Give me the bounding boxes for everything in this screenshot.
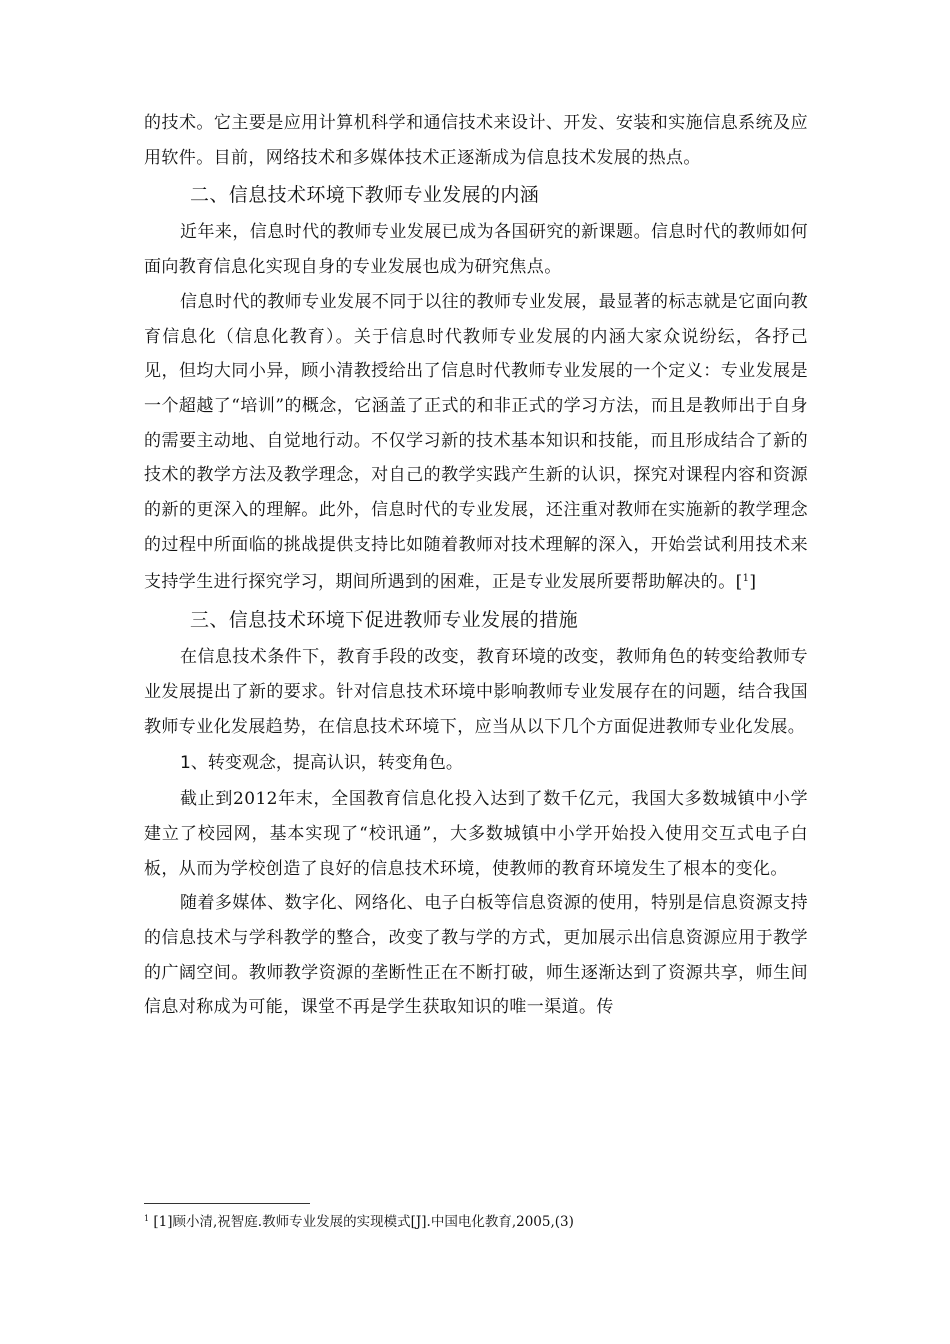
footnote-text: [1]顾小清,祝智庭.教师专业发展的实现模式[J].中国电化教育,2005,(3) xyxy=(153,1214,574,1230)
paragraph-subsection1-2: 随着多媒体、数字化、网络化、电子白板等信息资源的使用，特别是信息资源支持的信息技术与学科教学的整合，改变了教与学的方式，更加展示出信息资源应用于教学的广阔空间。教师教学资源的垄断性正在不断打破，师生逐渐达到了资源共享，师生间信息对称成为可能，课堂不再是学生获取知识的唯一渠道。传 xyxy=(144,893,808,1018)
paragraph-section3-1: 在信息技术条件下，教育手段的改变，教育环境的改变，教师角色的转变给教师专业发展提出了新的要求。针对信息技术环境中影响教师专业发展存在的问题，结合我国教师专业化发展趋势，在信息技术环境下，应当从以下几个方面促进教师专业化发展。 xyxy=(144,647,808,737)
section-heading-3: 三、信息技术环境下促进教师专业发展的措施 xyxy=(190,609,579,632)
section-heading-2: 二、信息技术环境下教师专业发展的内涵 xyxy=(190,184,540,207)
footnote-reference-close: ] xyxy=(749,572,757,593)
paragraph-intro-continuation: 的技术。它主要是应用计算机科学和通信技术来设计、开发、安装和实施信息系统及应用软件。目前，网络技术和多媒体技术正逐渐成为信息技术发展的热点。 xyxy=(144,113,808,168)
page-body xyxy=(144,106,808,1025)
paragraph-section2-1: 近年来，信息时代的教师专业发展已成为各国研究的新课题。信息时代的教师如何面向教育信息化实现自身的专业发展也成为研究焦点。 xyxy=(144,222,808,278)
footnote-separator xyxy=(144,1203,310,1204)
subsection-heading-1: 1、转变观念，提高认识，转变角色。 xyxy=(180,753,463,774)
footnote xyxy=(144,1209,808,1232)
paragraph-section2-2 xyxy=(144,285,808,600)
paragraph-section2-2-text: 信息时代的教师专业发展不同于以往的教师专业发展，最显著的标志就是它面向教育信息化（信息化教育）。关于信息时代教师专业发展的内涵大家众说纷纭，各抒己见，但均大同小异，顾小清教授给出了信息时代教师专业发展的一个定义：专业发展是一个超越了“培训”的概念，它涵盖了正式的和非正式的学习方法，而且是教师出于自身的需要主动地、自觉地行动。不仅学习新的技术基本知识和技能，而且形成结合了新的技术的教学方法及教学理念，对自己的教学实践产生新的认识，探究对课程内容和资源的新的更深入的理解。此外，信息时代的专业发展，还注重对教师在实施新的教学理念的过程中所面临的挑战提供支持比如随着教师对技术理解的深入，开始尝试利用技术来支持学生进行探究学习，期间所遇到的困难，正是专业发展所要帮助解决的。[ xyxy=(144,291,808,593)
footnote-reference-marker[interactable]: 1 xyxy=(742,573,750,585)
footnote-marker: 1 xyxy=(144,1214,150,1223)
paragraph-subsection1-1: 截止到2012年末，全国教育信息化投入达到了数千亿元，我国大多数城镇中小学建立了校园网，基本实现了“校讯通”，大多数城镇中小学开始投入使用交互式电子白板，从而为学校创造了良好的信息技术环境，使教师的教育环境发生了根本的变化。 xyxy=(144,789,808,879)
